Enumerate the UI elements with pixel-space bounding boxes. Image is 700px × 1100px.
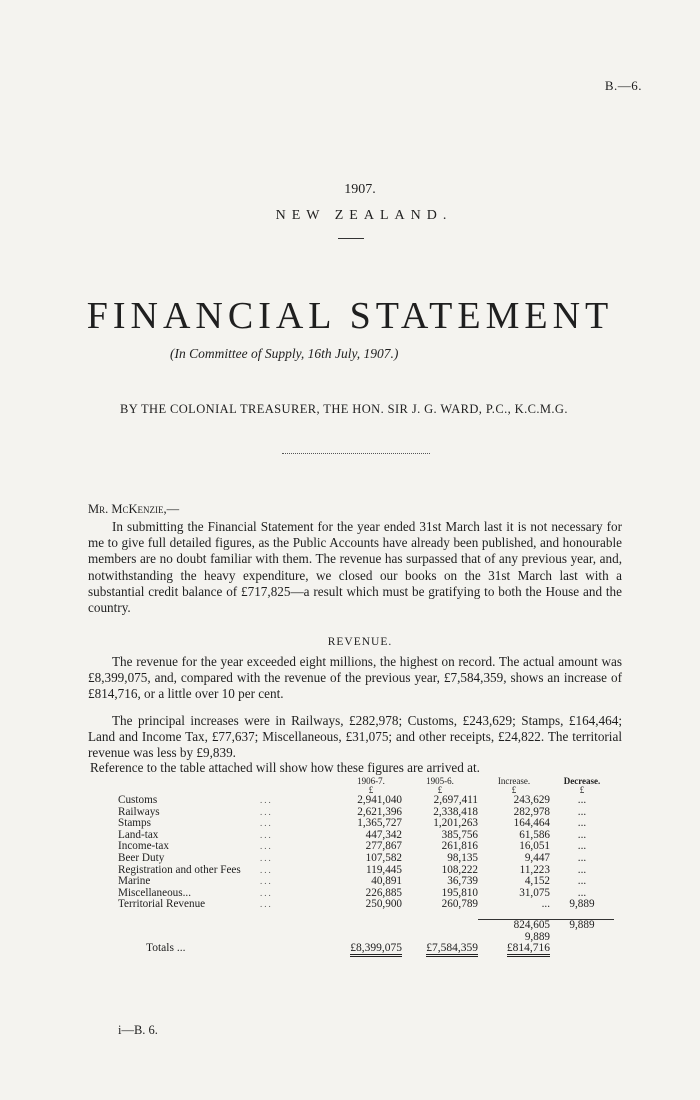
value-increase: 282,978 bbox=[513, 805, 550, 818]
value-1905-6: 2,338,418 bbox=[433, 805, 478, 818]
value-1905-6: 385,756 bbox=[441, 828, 478, 841]
column-header-1905-6: 1905-6. bbox=[426, 776, 454, 786]
value-1906-7: 2,941,040 bbox=[357, 794, 402, 806]
total-1905-6: £7,584,359 bbox=[426, 942, 478, 957]
document-subtitle: (In Committee of Supply, 16th July, 1907.) bbox=[170, 346, 399, 361]
short-divider bbox=[338, 238, 364, 239]
table-row bbox=[118, 853, 614, 865]
table-row bbox=[118, 876, 614, 888]
section-heading-revenue: REVENUE. bbox=[327, 636, 393, 648]
value-increase: 11,223 bbox=[519, 863, 550, 876]
subtotal-decrease: 9,889 bbox=[550, 919, 614, 931]
name: Land-tax bbox=[118, 828, 159, 841]
leader-dots: ... bbox=[260, 829, 273, 840]
value-1906-7: 447,342 bbox=[365, 828, 402, 841]
name: Registration and other Fees bbox=[118, 863, 241, 876]
leader-dots: ... bbox=[260, 899, 273, 910]
value-1906-7: 40,891 bbox=[371, 875, 402, 888]
total-increase: £814,716 bbox=[507, 942, 550, 957]
name: Customs bbox=[118, 794, 158, 806]
paragraph-increases bbox=[88, 713, 622, 762]
revenue-table bbox=[118, 777, 614, 955]
name: Income-tax bbox=[118, 840, 169, 853]
document-reference: B.—6. bbox=[604, 78, 642, 93]
leader-dots: ... bbox=[260, 887, 273, 898]
value-1905-6: 2,697,411 bbox=[433, 794, 478, 806]
table-body bbox=[118, 795, 614, 911]
name: Miscellaneous... bbox=[118, 886, 192, 899]
document-title: FINANCIAL STATEMENT bbox=[86, 295, 614, 337]
paragraph-text: The revenue for the year exceeded eight millions, the highest on record. The actual amount was £8,399,075, and, compared with the revenue of the previous year, £7,584,359, shows an increase of £814,716, or a little over 10 per cent. bbox=[88, 654, 622, 702]
value-1906-7: 250,900 bbox=[365, 898, 402, 911]
value-increase: 31,075 bbox=[519, 886, 550, 899]
ornamental-divider bbox=[282, 453, 430, 454]
name: Beer Duty bbox=[118, 851, 165, 864]
value-decrease: ... bbox=[577, 875, 587, 888]
value-increase: 9,447 bbox=[524, 851, 550, 864]
value-1905-6: 260,789 bbox=[441, 898, 478, 911]
value-1905-6: 195,810 bbox=[441, 886, 478, 899]
total-1906-7: £8,399,075 bbox=[350, 942, 402, 957]
value-1906-7: 119,445 bbox=[366, 863, 402, 876]
name: Stamps bbox=[118, 817, 151, 830]
name: Marine bbox=[118, 875, 151, 888]
value-1905-6: 261,816 bbox=[441, 840, 478, 853]
leader-dots: ... bbox=[260, 864, 273, 875]
totals-row bbox=[118, 943, 614, 955]
country-heading: NEW ZEALAND. bbox=[275, 208, 453, 223]
value-decrease: ... bbox=[577, 805, 587, 818]
paragraph-revenue bbox=[88, 654, 622, 703]
column-header-1906-7: 1906-7. bbox=[357, 776, 385, 786]
less-decrease-value: 9,889 bbox=[524, 930, 550, 943]
name: Railways bbox=[118, 805, 160, 818]
value-1906-7: 1,365,727 bbox=[357, 817, 402, 830]
unit-label: £ bbox=[368, 785, 374, 795]
totals-label: Totals ... bbox=[146, 942, 186, 955]
name: Territorial Revenue bbox=[118, 898, 206, 911]
value-decrease: ... bbox=[577, 794, 587, 806]
value-increase: 4,152 bbox=[524, 875, 550, 888]
value-decrease: ... bbox=[577, 851, 587, 864]
year-heading: 1907. bbox=[344, 182, 376, 197]
value-decrease: ... bbox=[577, 886, 587, 899]
leader-dots: ... bbox=[260, 876, 273, 887]
value-1905-6: 98,135 bbox=[447, 851, 478, 864]
column-header-decrease: Decrease. bbox=[563, 776, 601, 786]
table-row bbox=[118, 795, 614, 807]
value-increase: 61,586 bbox=[519, 828, 550, 841]
leader-dots: ... bbox=[260, 818, 273, 829]
value-1906-7: 107,582 bbox=[365, 851, 402, 864]
subtotal-row bbox=[118, 919, 614, 931]
value-decrease: ... bbox=[577, 863, 587, 876]
value-1905-6: 108,222 bbox=[441, 863, 478, 876]
value-increase: 243,629 bbox=[513, 794, 550, 806]
column-header-increase: Increase. bbox=[497, 776, 531, 786]
paragraph-intro bbox=[88, 519, 622, 616]
value-increase: 164,464 bbox=[513, 817, 550, 830]
author-byline: BY THE COLONIAL TREASURER, THE HON. SIR J. G. WARD, P.C., K.C.M.G. bbox=[120, 402, 568, 416]
unit-label: £ bbox=[511, 785, 517, 795]
value-increase: ... bbox=[541, 898, 550, 911]
paragraph-text: In submitting the Financial Statement for the year ended 31st March last it is not necessary for me to give full detailed figures, as the Public Accounts have already been published, and honourable members are no doubt familiar with them. The revenue has surpassed that of any previous year, and, notwithstanding the heavy expenditure, we closed our books on the 31st March last with a substantial credit balance of £717,825—a result which must be gratifying to both the House and the country. bbox=[88, 519, 622, 616]
leader-dots: ... bbox=[260, 852, 273, 863]
value-1906-7: 2,621,396 bbox=[357, 805, 402, 818]
unit-label: £ bbox=[579, 785, 585, 795]
salutation: Mr. McKenzie,— bbox=[88, 502, 180, 516]
value-1905-6: 1,201,263 bbox=[433, 817, 478, 830]
leader-dots: ... bbox=[260, 795, 273, 805]
value-decrease: ... bbox=[577, 840, 587, 853]
paragraph-reference: Reference to the table attached will show how these figures are arrived at. bbox=[90, 760, 480, 775]
leader-dots: ... bbox=[260, 806, 273, 817]
value-increase: 16,051 bbox=[519, 840, 550, 853]
page-signature: i—B. 6. bbox=[118, 1023, 158, 1037]
table-row bbox=[118, 899, 614, 911]
value-1905-6: 36,739 bbox=[447, 875, 478, 888]
table-header-row bbox=[118, 777, 614, 786]
leader-dots: ... bbox=[260, 841, 273, 852]
value-decrease: 9,889 bbox=[569, 898, 595, 911]
value-decrease: ... bbox=[577, 828, 587, 841]
value-decrease: ... bbox=[577, 817, 587, 830]
unit-label: £ bbox=[437, 785, 443, 795]
value-1906-7: 226,885 bbox=[365, 886, 402, 899]
paragraph-text: The principal increases were in Railways, £282,978; Customs, £243,629; Stamps, £164,464; Land and Income Tax, £77,637; Miscellaneous, £31,075; and other receipts, £24,822. The territorial revenue was less by £9,839. bbox=[88, 713, 622, 761]
subtotal-increase: 824,605 bbox=[478, 919, 550, 931]
value-1906-7: 277,867 bbox=[365, 840, 402, 853]
